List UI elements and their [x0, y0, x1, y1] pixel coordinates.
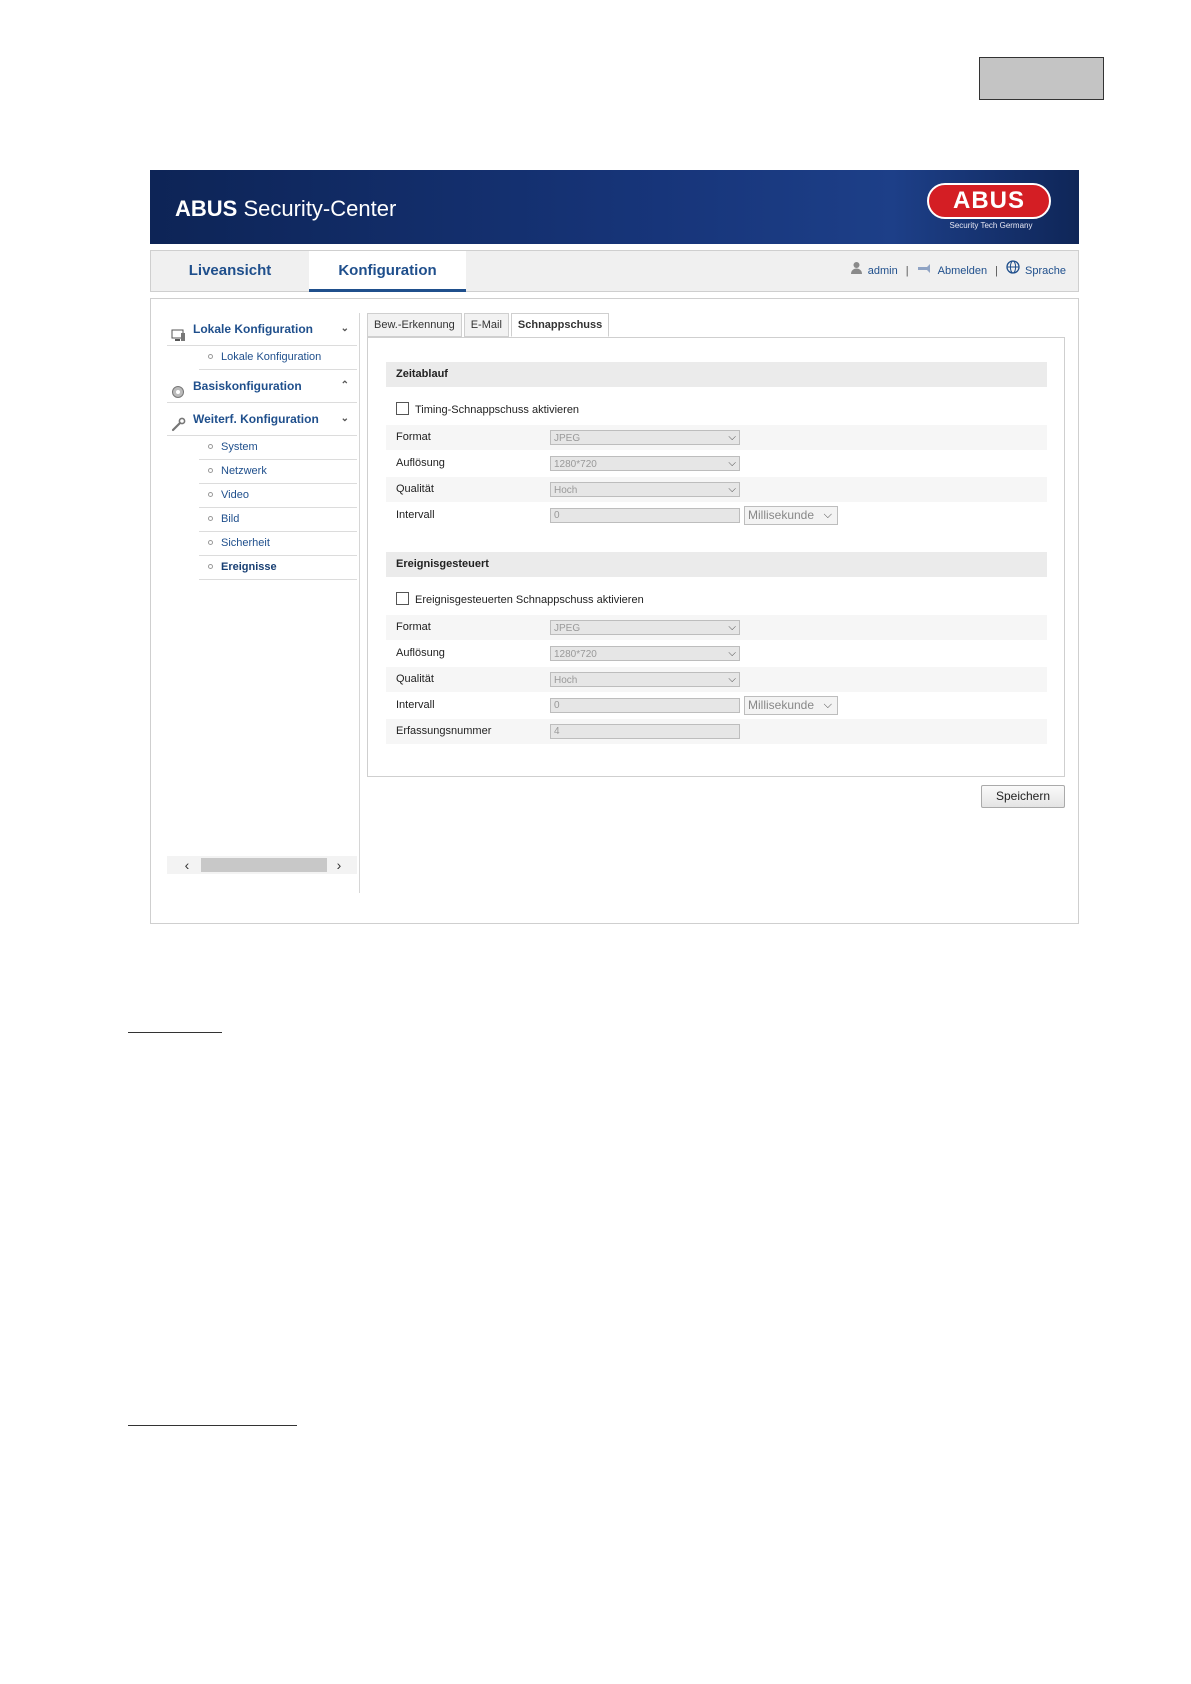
- wrench-icon: [171, 412, 186, 444]
- user-icon: [850, 251, 863, 291]
- tab-konfiguration[interactable]: Konfiguration: [309, 251, 466, 292]
- scroll-right-arrow[interactable]: ›: [336, 857, 342, 873]
- sidebar-group-label: Basiskonfiguration: [193, 379, 302, 393]
- field-label: Format: [396, 621, 431, 633]
- tab-e-mail[interactable]: E-Mail: [464, 313, 509, 337]
- sidebar-group-basiskonfiguration[interactable]: [167, 370, 357, 403]
- tab-schnappschuss[interactable]: Schnappschuss: [511, 313, 609, 337]
- tab-liveansicht[interactable]: Liveansicht: [188, 262, 272, 279]
- sidebar-item-sicherheit[interactable]: [199, 532, 357, 556]
- sidebar-item-label: System: [221, 441, 258, 453]
- app-title-brand: ABUS: [175, 196, 238, 221]
- event-quality-row: [386, 667, 1047, 692]
- language-link[interactable]: Sprache: [1025, 265, 1066, 277]
- chevron-down-icon: ⌵: [823, 509, 832, 521]
- field-label: Qualität: [396, 483, 434, 495]
- select-value: 1280*720: [554, 649, 597, 660]
- page-number-box: [979, 57, 1104, 100]
- sidebar-item-label: Bild: [221, 513, 240, 525]
- timing-format-row: [386, 425, 1047, 450]
- underline-rule: [128, 1425, 297, 1426]
- timing-interval-unit-select[interactable]: [744, 506, 838, 525]
- field-label: Intervall: [396, 699, 435, 711]
- timing-quality-row: [386, 477, 1047, 502]
- event-format-row: [386, 615, 1047, 640]
- app-title-product: Security-Center: [237, 196, 397, 221]
- timing-snapshot-checkbox[interactable]: [396, 402, 409, 415]
- user-area: [850, 251, 1066, 291]
- globe-icon: [1006, 251, 1020, 291]
- chevron-down-icon: ⌵: [823, 699, 832, 711]
- scrollbar-thumb[interactable]: [201, 858, 327, 872]
- chevron-down-icon: ⌵: [728, 432, 736, 443]
- timing-quality-select[interactable]: [550, 482, 740, 497]
- computer-icon: [171, 322, 186, 354]
- abus-logo: [927, 183, 1055, 233]
- sidebar-item-label: Video: [221, 489, 249, 501]
- sidebar-item-netzwerk[interactable]: [199, 460, 357, 484]
- timing-checkbox-row: [396, 402, 579, 418]
- field-label: Auflösung: [396, 647, 445, 659]
- chevron-down-icon: ⌵: [728, 674, 736, 685]
- chevron-down-icon: ⌵: [728, 622, 736, 633]
- event-format-select[interactable]: [550, 620, 740, 635]
- bullet-icon: [208, 516, 213, 521]
- underline-rule: [128, 1032, 222, 1033]
- chevron-down-icon[interactable]: ⌄: [340, 323, 349, 334]
- capture-number-input[interactable]: 4: [550, 724, 740, 739]
- bullet-icon: [208, 492, 213, 497]
- scroll-left-arrow[interactable]: ‹: [184, 857, 190, 873]
- event-snapshot-checkbox[interactable]: [396, 592, 409, 605]
- timing-interval-input[interactable]: 0: [550, 508, 740, 523]
- field-label: Erfassungsnummer: [396, 725, 492, 737]
- bullet-icon: [208, 468, 213, 473]
- chevron-down-icon[interactable]: ⌄: [340, 413, 349, 424]
- select-value: 1280*720: [554, 459, 597, 470]
- event-resolution-select[interactable]: [550, 646, 740, 661]
- bullet-icon: [208, 564, 213, 569]
- user-name[interactable]: admin: [867, 265, 898, 277]
- sidebar-item-lokale-konfiguration[interactable]: [199, 346, 357, 370]
- bullet-icon: [208, 540, 213, 545]
- checkbox-label: Ereignisgesteuerten Schnappschuss aktivieren: [415, 594, 644, 606]
- snapshot-panel: [367, 337, 1065, 777]
- chevron-down-icon: ⌵: [728, 458, 736, 469]
- timing-format-select[interactable]: [550, 430, 740, 445]
- chevron-down-icon: ⌵: [728, 648, 736, 659]
- section-heading-ereignisgesteuert: Ereignisgesteuert: [386, 552, 1047, 577]
- sidebar-item-video[interactable]: [199, 484, 357, 508]
- select-value: Hoch: [554, 675, 578, 686]
- sidebar-scrollbar[interactable]: [167, 856, 357, 874]
- bullet-icon: [208, 354, 213, 359]
- event-checkbox-row: [396, 592, 644, 608]
- checkbox-label: Timing-Schnappschuss aktivieren: [415, 404, 580, 416]
- bullet-icon: [208, 444, 213, 449]
- timing-interval-row: [386, 503, 1047, 528]
- sidebar-item-label: Lokale Konfiguration: [221, 351, 322, 363]
- app-title: [175, 196, 396, 222]
- event-interval-row: [386, 693, 1047, 718]
- sidebar-item-label: Sicherheit: [221, 537, 270, 549]
- field-label: Intervall: [396, 509, 435, 521]
- logo-mark: ABUS: [927, 183, 1051, 219]
- logout-icon: [917, 251, 933, 291]
- field-label: Format: [396, 431, 431, 443]
- chevron-up-icon[interactable]: ⌃: [340, 380, 349, 391]
- sidebar-item-label: Ereignisse: [221, 561, 277, 573]
- separator: |: [905, 265, 909, 277]
- timing-resolution-select[interactable]: [550, 456, 740, 471]
- select-value: JPEG: [554, 623, 581, 634]
- sidebar-group-label: Lokale Konfiguration: [193, 322, 313, 336]
- tab-bew-erkennung[interactable]: Bew.-Erkennung: [367, 313, 462, 337]
- save-button[interactable]: Speichern: [981, 785, 1065, 808]
- header-banner: [150, 170, 1079, 244]
- field-label: Auflösung: [396, 457, 445, 469]
- select-value: Hoch: [554, 485, 578, 496]
- chevron-down-icon: ⌵: [728, 484, 736, 495]
- select-value: Millisekunde: [748, 508, 815, 522]
- sidebar: [167, 313, 357, 580]
- select-value: JPEG: [554, 433, 581, 444]
- section-heading-zeitablauf: Zeitablauf: [386, 362, 1047, 387]
- sidebar-group-lokale-konfiguration[interactable]: [167, 313, 357, 346]
- sidebar-item-label: Netzwerk: [221, 465, 267, 477]
- logo-tagline: Security Tech Germany: [949, 221, 1033, 230]
- timing-resolution-row: [386, 451, 1047, 476]
- sidebar-group-label: Weiterf. Konfiguration: [193, 412, 319, 426]
- event-resolution-row: [386, 641, 1047, 666]
- divider: [359, 313, 360, 893]
- event-capture-row: [386, 719, 1047, 744]
- select-value: Millisekunde: [748, 698, 815, 712]
- logout-link[interactable]: Abmelden: [937, 265, 988, 277]
- sidebar-item-bild[interactable]: [199, 508, 357, 532]
- config-content: [150, 298, 1079, 924]
- sidebar-item-ereignisse[interactable]: [199, 556, 357, 580]
- event-quality-select[interactable]: [550, 672, 740, 687]
- top-nav: [150, 250, 1079, 292]
- sidebar-group-weiterf-konfiguration[interactable]: [167, 403, 357, 436]
- field-label: Qualität: [396, 673, 434, 685]
- sub-tabs: [367, 313, 611, 337]
- event-interval-unit-select[interactable]: [744, 696, 838, 715]
- app-window: [150, 170, 1079, 924]
- sidebar-item-system[interactable]: [199, 436, 357, 460]
- event-interval-input[interactable]: 0: [550, 698, 740, 713]
- separator: |: [995, 265, 999, 277]
